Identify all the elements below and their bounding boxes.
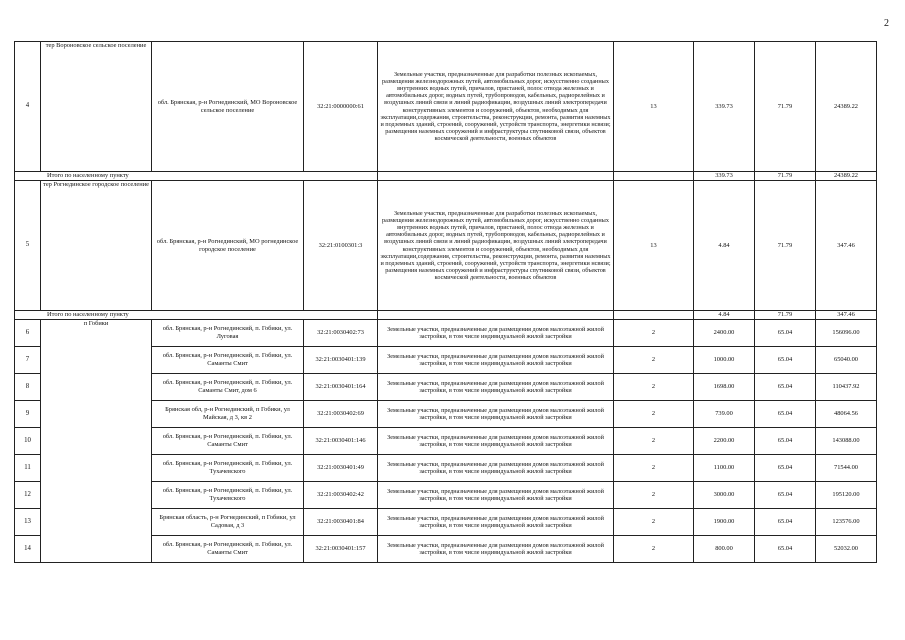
row-number: 5 [15,181,41,311]
area-cell: 1100.00 [694,455,755,482]
group-code-cell: 2 [614,482,694,509]
row-number: 9 [15,401,41,428]
subtotal-row [15,172,877,181]
cadastral-value-cell: 71544.00 [816,455,877,482]
cadastral-number-cell: 32:21:0100301:3 [304,181,378,311]
address-cell: Брянская обл, р-н Рогнединский, п Гобики, ул Майская, д 3, кв 2 [152,401,304,428]
group-code-cell: 2 [614,347,694,374]
group-code-cell: 2 [614,320,694,347]
address-cell: обл. Брянская, р-н Рогнединский, п. Гобики, ул. Тухачевского [152,455,304,482]
cadastral-number-cell: 32:21:0030402:73 [304,320,378,347]
land-purpose-cell: Земельные участки, предназначенные для размещения домов малоэтажной жилой застройки, в том числе индивидуальной жилой застройки [378,482,614,509]
land-purpose-cell: Земельные участки, предназначенные для размещения домов малоэтажной жилой застройки, в том числе индивидуальной жилой застройки [378,536,614,563]
cadastral-value-cell: 48064.56 [816,401,877,428]
cadastral-number-cell: 32:21:0030401:49 [304,455,378,482]
subtotal-label: Итого по населенному пункту [15,311,378,320]
cadastral-value-cell: 156096.00 [816,320,877,347]
area-cell: 3000.00 [694,482,755,509]
address-cell: обл. Брянская, р-н Рогнединский, п. Гобики, ул. Саманты Смит [152,428,304,455]
cadastral-number-cell: 32:21:0030402:69 [304,401,378,428]
settlement-cell: тер Вороновское сельское поселение [41,42,152,172]
table-row [15,42,877,172]
area-cell: 2400.00 [694,320,755,347]
address-cell: обл. Брянская, р-н Рогнединский, п. Гобики, ул. Саманты Смит, дом 6 [152,374,304,401]
page-number: 2 [884,18,889,29]
land-purpose-cell: Земельные участки, предназначенные для размещения домов малоэтажной жилой застройки, в том числе индивидуальной жилой застройки [378,509,614,536]
address-cell: обл. Брянская, р-н Рогнединский, МО рогнединское городское поселение [152,181,304,311]
land-purpose-cell: Земельные участки, предназначенные для размещения домов малоэтажной жилой застройки, в том числе индивидуальной жилой застройки [378,428,614,455]
specific-value-cell: 65.04 [755,401,816,428]
address-cell: обл. Брянская, р-н Рогнединский, п. Гобики, ул. Луговая [152,320,304,347]
subtotal-row [15,311,877,320]
area-cell: 2200.00 [694,428,755,455]
row-number: 14 [15,536,41,563]
group-code-cell: 2 [614,374,694,401]
table-row [15,181,877,311]
area-cell: 4.84 [694,181,755,311]
cadastral-value-table [14,41,877,563]
row-number: 12 [15,482,41,509]
row-number: 7 [15,347,41,374]
subtotal-price: 71.79 [755,311,816,320]
group-code-cell: 13 [614,181,694,311]
specific-value-cell: 65.04 [755,320,816,347]
settlement-cell: п Гобики [41,320,152,563]
land-purpose-cell: Земельные участки, предназначенные для размещения домов малоэтажной жилой застройки, в том числе индивидуальной жилой застройки [378,320,614,347]
cadastral-value-cell: 347.46 [816,181,877,311]
cadastral-number-cell: 32:21:0030401:84 [304,509,378,536]
area-cell: 339.73 [694,42,755,172]
area-cell: 800.00 [694,536,755,563]
land-purpose-cell: Земельные участки, предназначенные для размещения домов малоэтажной жилой застройки, в том числе индивидуальной жилой застройки [378,374,614,401]
cadastral-value-cell: 123576.00 [816,509,877,536]
group-code-cell: 2 [614,455,694,482]
row-number: 6 [15,320,41,347]
specific-value-cell: 65.04 [755,455,816,482]
specific-value-cell: 65.04 [755,347,816,374]
group-code-cell: 2 [614,509,694,536]
cadastral-value-cell: 143088.00 [816,428,877,455]
cadastral-number-cell: 32:21:0030401:139 [304,347,378,374]
subtotal-area: 4.84 [694,311,755,320]
subtotal-total: 347.46 [816,311,877,320]
cadastral-value-cell: 65040.00 [816,347,877,374]
group-code-cell: 2 [614,428,694,455]
land-purpose-cell: Земельные участки, предназначенные для размещения домов малоэтажной жилой застройки, в том числе индивидуальной жилой застройки [378,401,614,428]
cadastral-number-cell: 32:21:0030401:146 [304,428,378,455]
land-purpose-cell: Земельные участки, предназначенные для разработки полезных ископаемых, размещения железнодорожных путей, автомобильных дорог, искусственно созданных внутренних водных путей, причалов, пристаней, полос отвода железных и автомобильных дорог, водных путей, трубопроводов, кабельных, радиорелейных и воздушных линий связи и линий радиофикации, воздушных линий электропередачи конструктивных элементов и сооружений, объектов, необходимых для эксплуатации,содержания, строительства, реконструкции, ремонта, развития наземных и подземных зданий, строений, сооружений, устройств транспорта, энергетики нсвязи; размещения наземных сооружений и инфраструктуры спутниковой связи, объектов космической деятельности, военных объектов [378,181,614,311]
area-cell: 1698.00 [694,374,755,401]
land-purpose-cell: Земельные участки, предназначенные для размещения домов малоэтажной жилой застройки, в том числе индивидуальной жилой застройки [378,455,614,482]
specific-value-cell: 71.79 [755,181,816,311]
table-body [15,42,877,563]
subtotal-total: 24389.22 [816,172,877,181]
subtotal-label: Итого по населенному пункту [15,172,378,181]
settlement-cell: тер Рогнединское городское поселение [41,181,152,311]
row-number: 4 [15,42,41,172]
specific-value-cell: 65.04 [755,509,816,536]
address-cell: обл. Брянская, р-н Рогнединский, п. Гобики, ул. Тухачевского [152,482,304,509]
area-cell: 739.00 [694,401,755,428]
subtotal-price: 71.79 [755,172,816,181]
row-number: 13 [15,509,41,536]
group-code-cell: 13 [614,42,694,172]
cadastral-value-cell: 195120.00 [816,482,877,509]
land-purpose-cell: Земельные участки, предназначенные для размещения домов малоэтажной жилой застройки, в том числе индивидуальной жилой застройки [378,347,614,374]
cadastral-value-cell: 24389.22 [816,42,877,172]
specific-value-cell: 65.04 [755,536,816,563]
cadastral-number-cell: 32:21:0000000:61 [304,42,378,172]
area-cell: 1900.00 [694,509,755,536]
cadastral-number-cell: 32:21:0030402:42 [304,482,378,509]
table-row [15,320,877,347]
land-purpose-cell: Земельные участки, предназначенные для разработки полезных ископаемых, размещения железнодорожных путей, автомобильных дорог, искусственно созданных внутренних водных путей, причалов, пристаней, полос отвода железных и автомобильных дорог, водных путей, трубопроводов, кабельных, радиорелейных и воздушных линий связи и линий радиофикации, воздушных линий электропередачи конструктивных элементов и сооружений, объектов, необходимых для эксплуатации,содержания, строительства, реконструкции, ремонта, развития наземных и подземных зданий, строений, сооружений, устройств транспорта, энергетики нсвязи; размещения наземных сооружений и инфраструктуры спутниковой связи, объектов космической деятельности, военных объектов [378,42,614,172]
cadastral-value-cell: 110437.92 [816,374,877,401]
address-cell: обл. Брянская, р-н Рогнединский, п. Гобики, ул. Саманты Смит [152,347,304,374]
row-number: 10 [15,428,41,455]
address-cell: обл. Брянская, р-н Рогнединский, МО Вороновское сельское поселение [152,42,304,172]
cadastral-number-cell: 32:21:0030401:157 [304,536,378,563]
group-code-cell: 2 [614,401,694,428]
specific-value-cell: 65.04 [755,428,816,455]
address-cell: Брянская область, р-н Рогнединский, п Гобики, ул Садовая, д 3 [152,509,304,536]
cadastral-value-cell: 52032.00 [816,536,877,563]
subtotal-area: 339.73 [694,172,755,181]
row-number: 11 [15,455,41,482]
address-cell: обл. Брянская, р-н Рогнединский, п. Гобики, ул. Саманты Смит [152,536,304,563]
cadastral-number-cell: 32:21:0030401:164 [304,374,378,401]
specific-value-cell: 65.04 [755,482,816,509]
row-number: 8 [15,374,41,401]
area-cell: 1000.00 [694,347,755,374]
group-code-cell: 2 [614,536,694,563]
specific-value-cell: 65.04 [755,374,816,401]
specific-value-cell: 71.79 [755,42,816,172]
